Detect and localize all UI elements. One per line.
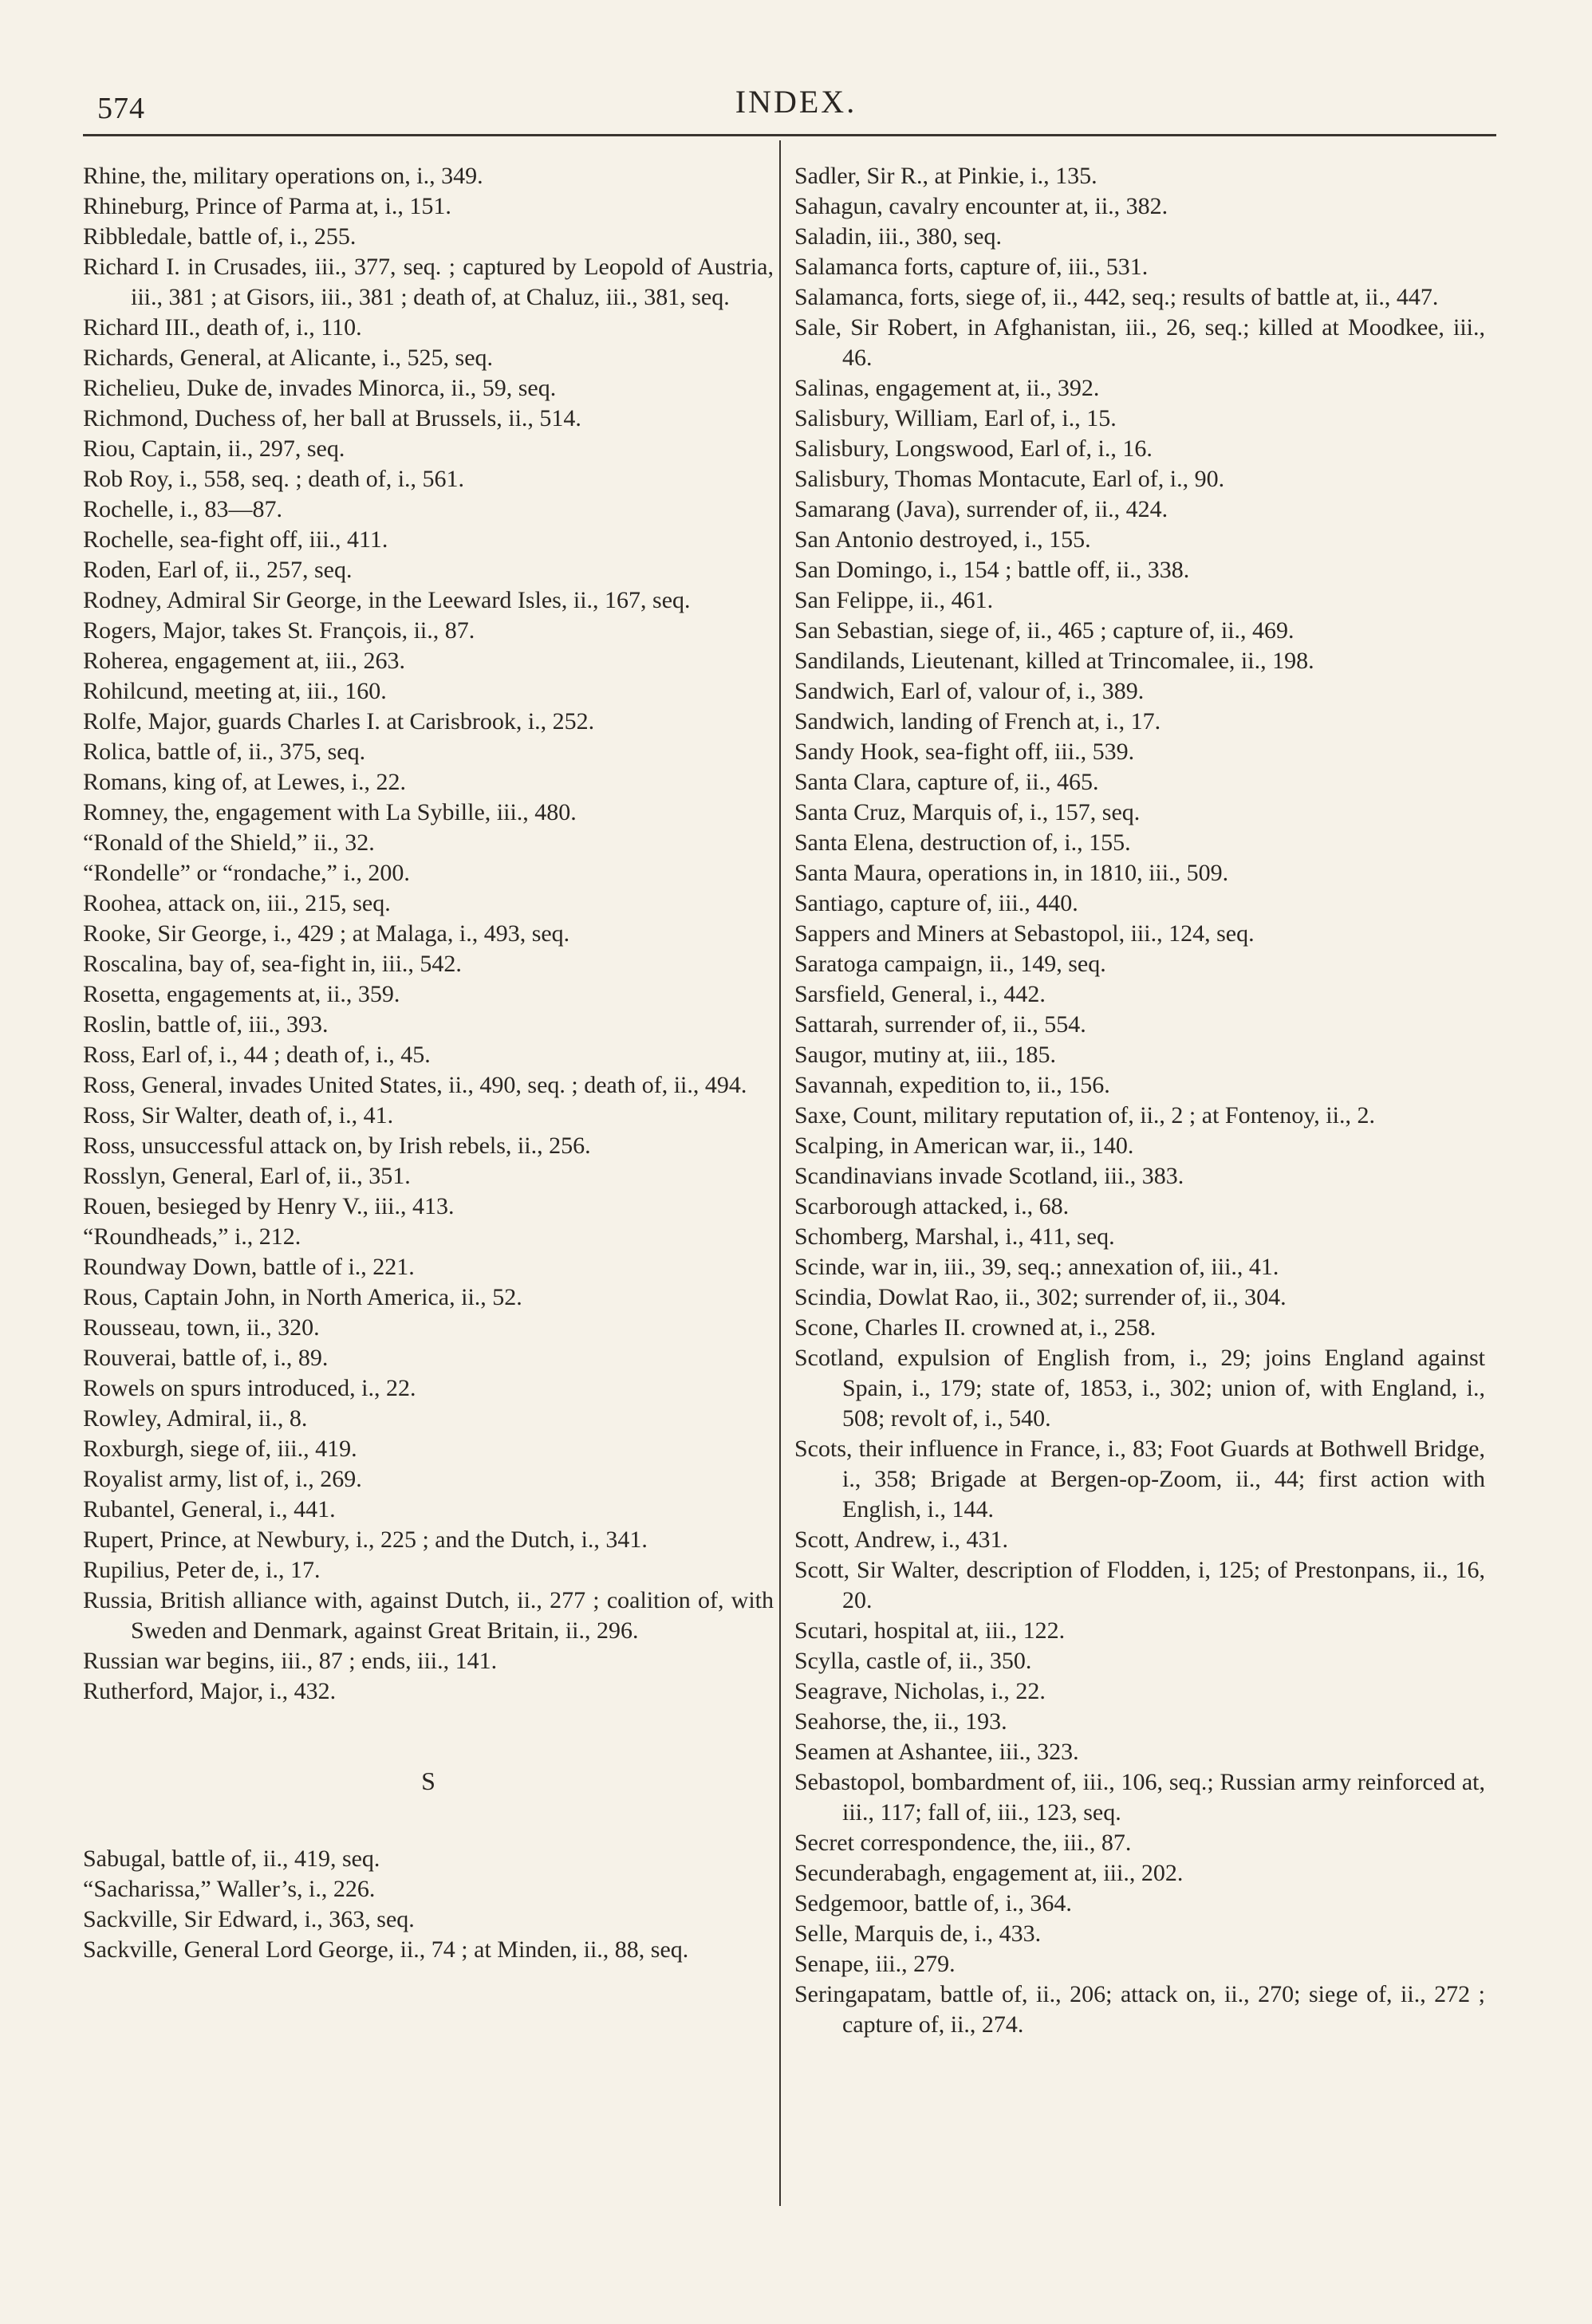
index-entry: Romney, the, engagement with La Sybille, iii., 480. — [83, 799, 577, 825]
index-entry: Scott, Sir Walter, description of Flodden, i, 125; of Prestonpans, ii., 16, 20. — [794, 1557, 1485, 1613]
index-entry: Roxburgh, siege of, iii., 419. — [83, 1436, 357, 1462]
index-entry: San Domingo, i., 154 ; battle off, ii., 338. — [794, 557, 1190, 583]
index-entry: Rogers, Major, takes St. François, ii., 87. — [83, 617, 475, 644]
index-entry: Roundway Down, battle of i., 221. — [83, 1254, 415, 1280]
index-entry: Roslin, battle of, iii., 393. — [83, 1011, 329, 1038]
index-entry: Scots, their influence in France, i., 83; Foot Guards at Bothwell Bridge, i., 358; Brigade at Bergen-op-Zoom, ii., 44; first action with English, i., 144. — [794, 1436, 1485, 1522]
left-column — [83, 161, 774, 1965]
index-entry: Ross, Earl of, i., 44 ; death of, i., 45. — [83, 1042, 431, 1068]
index-entry: Romans, king of, at Lewes, i., 22. — [83, 769, 406, 795]
index-entry: Secret correspondence, the, iii., 87. — [794, 1830, 1132, 1856]
left-s-entries — [83, 1844, 774, 1965]
index-entry: Samarang (Java), surrender of, ii., 424. — [794, 496, 1168, 522]
index-entry: Roden, Earl of, ii., 257, seq. — [83, 557, 353, 583]
index-entry: Scotland, expulsion of English from, i., 29; joins England against Spain, i., 179; state of, 1853, i., 302; union of, with England, i., 508; revolt of, i., 540. — [794, 1345, 1485, 1432]
right-entries — [794, 161, 1485, 2040]
index-entry: Richard I. in Crusades, iii., 377, seq. ; captured by Leopold of Austria, iii., 381 ; at Gisors, iii., 381 ; death of, at Chaluz, iii., 381, seq. — [83, 254, 774, 310]
right-column — [794, 161, 1485, 2040]
index-entry: Rhine, the, military operations on, i., 349. — [83, 163, 483, 189]
index-entry: Rhineburg, Prince of Parma at, i., 151. — [83, 193, 451, 219]
index-entry: Russian war begins, iii., 87 ; ends, iii., 141. — [83, 1648, 498, 1674]
index-entry: Saxe, Count, military reputation of, ii., 2 ; at Fontenoy, ii., 2. — [794, 1102, 1375, 1129]
index-entry: “Rondelle” or “rondache,” i., 200. — [83, 860, 410, 886]
index-entry: Rowley, Admiral, ii., 8. — [83, 1405, 308, 1432]
index-entry: Rosetta, engagements at, ii., 359. — [83, 981, 400, 1007]
index-entry: Ross, General, invades United States, ii., 490, seq. ; death of, ii., 494. — [83, 1072, 747, 1098]
index-entry: Scinde, war in, iii., 39, seq.; annexation of, iii., 41. — [794, 1254, 1279, 1280]
index-entry: Ribbledale, battle of, i., 255. — [83, 223, 357, 250]
index-entry: Richards, General, at Alicante, i., 525, seq. — [83, 345, 494, 371]
page-number: 574 — [97, 92, 145, 125]
index-entry: Senape, iii., 279. — [794, 1951, 956, 1977]
index-entry: Rochelle, i., 83—87. — [83, 496, 282, 522]
index-entry: Secunderabagh, engagement at, iii., 202. — [794, 1860, 1184, 1886]
column-rule — [779, 140, 781, 2206]
index-entry: Russia, British alliance with, against Dutch, ii., 277 ; coalition of, with Sweden and Denmark, against Great Britain, ii., 296. — [83, 1587, 774, 1644]
index-entry: Sale, Sir Robert, in Afghanistan, iii., 26, seq.; killed at Moodkee, iii., 46. — [794, 314, 1485, 371]
index-entry: Sackville, Sir Edward, i., 363, seq. — [83, 1906, 415, 1932]
index-entry: Riou, Captain, ii., 297, seq. — [83, 435, 345, 462]
index-entry: Rouverai, battle of, i., 89. — [83, 1345, 329, 1371]
index-entry: Saugor, mutiny at, iii., 185. — [794, 1042, 1056, 1068]
index-entry: Scindia, Dowlat Rao, ii., 302; surrender of, ii., 304. — [794, 1284, 1287, 1310]
index-entry: Sabugal, battle of, ii., 419, seq. — [83, 1845, 380, 1872]
index-entry: Rob Roy, i., 558, seq. ; death of, i., 561. — [83, 466, 465, 492]
index-entry: Salamanca forts, capture of, iii., 531. — [794, 254, 1149, 280]
index-entry: Rooke, Sir George, i., 429 ; at Malaga, i., 493, seq. — [83, 920, 570, 947]
index-entry: Salinas, engagement at, ii., 392. — [794, 375, 1100, 401]
index-entry: Richmond, Duchess of, her ball at Brussels, ii., 514. — [83, 405, 581, 431]
index-entry: Rouen, besieged by Henry V., iii., 413. — [83, 1193, 455, 1219]
index-entry: “Ronald of the Shield,” ii., 32. — [83, 829, 375, 856]
index-entry: Ross, Sir Walter, death of, i., 41. — [83, 1102, 394, 1129]
index-entry: Scalping, in American war, ii., 140. — [794, 1132, 1134, 1159]
index-entry: Seahorse, the, ii., 193. — [794, 1708, 1007, 1735]
index-entry: Salisbury, Thomas Montacute, Earl of, i., 90. — [794, 466, 1225, 492]
index-entry: Scarborough attacked, i., 68. — [794, 1193, 1070, 1219]
index-entry: “Roundheads,” i., 212. — [83, 1223, 301, 1250]
index-entry: Rowels on spurs introduced, i., 22. — [83, 1375, 416, 1401]
index-entry: Sarsfield, General, i., 442. — [794, 981, 1046, 1007]
index-entry: Scutari, hospital at, iii., 122. — [794, 1617, 1066, 1644]
index-entry: Seamen at Ashantee, iii., 323. — [794, 1739, 1079, 1765]
index-entry: Scott, Andrew, i., 431. — [794, 1526, 1009, 1553]
index-entry: Sandilands, Lieutenant, killed at Trincomalee, ii., 198. — [794, 648, 1314, 674]
index-entry: Sadler, Sir R., at Pinkie, i., 135. — [794, 163, 1097, 189]
index-entry: Ross, unsuccessful attack on, by Irish rebels, ii., 256. — [83, 1132, 591, 1159]
index-entry: Roscalina, bay of, sea-fight in, iii., 542. — [83, 951, 462, 977]
section-letter: S — [421, 1767, 435, 1795]
index-entry: Rolfe, Major, guards Charles I. at Carisbrook, i., 252. — [83, 708, 595, 735]
index-entry: Rupilius, Peter de, i., 17. — [83, 1557, 321, 1583]
index-entry: Sandwich, Earl of, valour of, i., 389. — [794, 678, 1145, 704]
index-entry: Seringapatam, battle of, ii., 206; attack on, ii., 270; siege of, ii., 272 ; capture of, ii., 274. — [794, 1981, 1485, 2038]
index-entry: Sandwich, landing of French at, i., 17. — [794, 708, 1161, 735]
index-entry: Sandy Hook, sea-fight off, iii., 539. — [794, 739, 1135, 765]
index-entry: Selle, Marquis de, i., 433. — [794, 1920, 1042, 1947]
index-entry: Sahagun, cavalry encounter at, ii., 382. — [794, 193, 1168, 219]
index-entry: Rous, Captain John, in North America, ii., 52. — [83, 1284, 522, 1310]
index-entry: Sackville, General Lord George, ii., 74 ; at Minden, ii., 88, seq. — [83, 1936, 689, 1963]
index-entry: Saladin, iii., 380, seq. — [794, 223, 1002, 250]
index-entry: Scone, Charles II. crowned at, i., 258. — [794, 1314, 1157, 1341]
index-entry: Santiago, capture of, iii., 440. — [794, 890, 1078, 916]
index-entry: Salamanca, forts, siege of, ii., 442, seq.; results of battle at, ii., 447. — [794, 284, 1439, 310]
index-entry: Santa Cruz, Marquis of, i., 157, seq. — [794, 799, 1141, 825]
index-entry: Rochelle, sea-fight off, iii., 411. — [83, 526, 388, 553]
index-entry: Scylla, castle of, ii., 350. — [794, 1648, 1032, 1674]
index-entry: Scandinavians invade Scotland, iii., 383. — [794, 1163, 1184, 1189]
running-head: INDEX. — [735, 84, 857, 120]
index-entry: Rohilcund, meeting at, iii., 160. — [83, 678, 387, 704]
index-entry: Roherea, engagement at, iii., 263. — [83, 648, 406, 674]
index-entry: Sattarah, surrender of, ii., 554. — [794, 1011, 1086, 1038]
index-entry: Salisbury, Longswood, Earl of, i., 16. — [794, 435, 1153, 462]
index-entry: Santa Clara, capture of, ii., 465. — [794, 769, 1099, 795]
index-entry: Roohea, attack on, iii., 215, seq. — [83, 890, 391, 916]
index-entry: Rosslyn, General, Earl of, ii., 351. — [83, 1163, 411, 1189]
index-entry: Rodney, Admiral Sir George, in the Leeward Isles, ii., 167, seq. — [83, 587, 691, 613]
index-entry: San Antonio destroyed, i., 155. — [794, 526, 1091, 553]
index-entry: Rupert, Prince, at Newbury, i., 225 ; and the Dutch, i., 341. — [83, 1526, 648, 1553]
index-entry: “Sacharissa,” Waller’s, i., 226. — [83, 1876, 376, 1902]
index-entry: Seagrave, Nicholas, i., 22. — [794, 1678, 1046, 1704]
index-entry: Rutherford, Major, i., 432. — [83, 1678, 337, 1704]
index-entry: Royalist army, list of, i., 269. — [83, 1466, 362, 1492]
index-entry: Rubantel, General, i., 441. — [83, 1496, 336, 1522]
left-entries — [83, 161, 774, 1707]
index-entry: Santa Elena, destruction of, i., 155. — [794, 829, 1131, 856]
index-entry: Rousseau, town, ii., 320. — [83, 1314, 320, 1341]
index-entry: Savannah, expedition to, ii., 156. — [794, 1072, 1110, 1098]
index-entry: Richelieu, Duke de, invades Minorca, ii., 59, seq. — [83, 375, 557, 401]
index-entry: San Sebastian, siege of, ii., 465 ; capture of, ii., 469. — [794, 617, 1294, 644]
index-entry: Rolica, battle of, ii., 375, seq. — [83, 739, 366, 765]
index-entry: Salisbury, William, Earl of, i., 15. — [794, 405, 1117, 431]
header-rule — [83, 134, 1496, 136]
index-entry: Schomberg, Marshal, i., 411, seq. — [794, 1223, 1115, 1250]
index-entry: San Felippe, ii., 461. — [794, 587, 994, 613]
index-entry: Sedgemoor, battle of, i., 364. — [794, 1890, 1072, 1916]
index-entry: Richard III., death of, i., 110. — [83, 314, 362, 341]
index-entry: Santa Maura, operations in, in 1810, iii., 509. — [794, 860, 1229, 886]
index-entry: Saratoga campaign, ii., 149, seq. — [794, 951, 1106, 977]
index-entry: Sebastopol, bombardment of, iii., 106, seq.; Russian army reinforced at, iii., 117; fall of, iii., 123, seq. — [794, 1769, 1485, 1826]
index-entry: Sappers and Miners at Sebastopol, iii., 124, seq. — [794, 920, 1255, 947]
